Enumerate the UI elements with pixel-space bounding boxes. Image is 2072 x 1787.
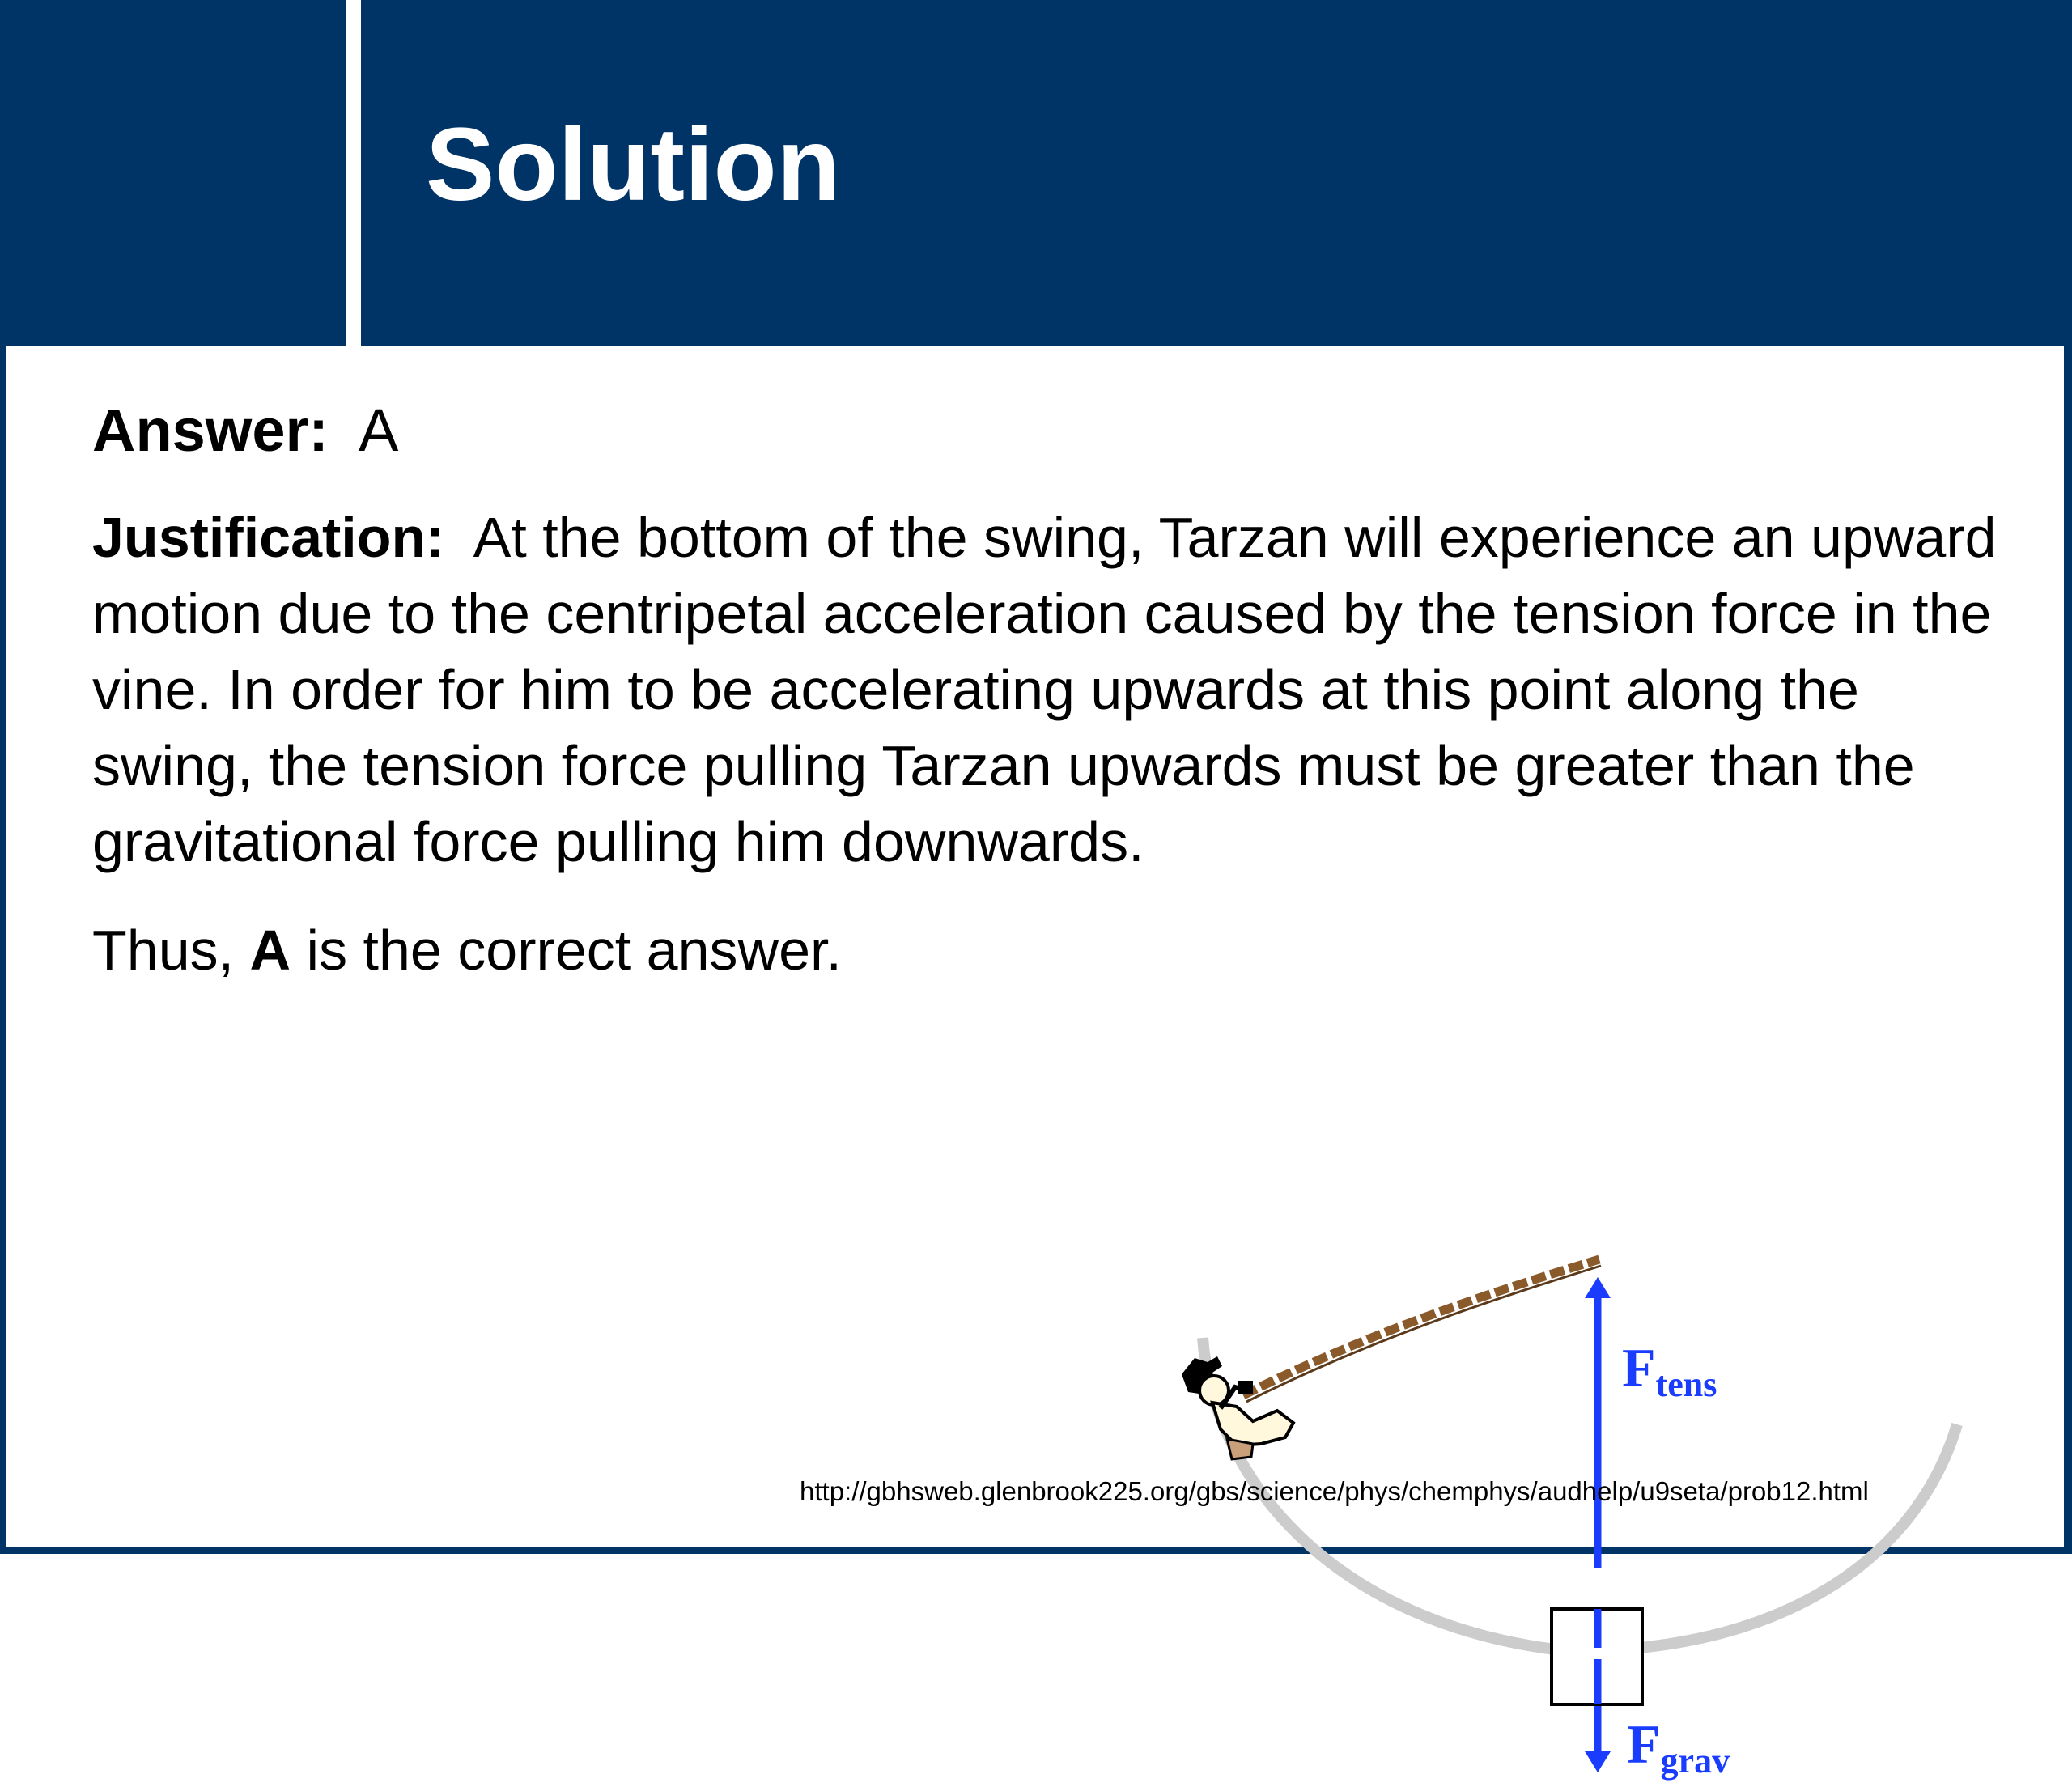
tarzan-figure-icon [1182, 1356, 1293, 1459]
conclusion-paragraph [92, 912, 2010, 988]
slide-title: Solution [426, 107, 840, 223]
conclusion-suffix: is the correct answer. [291, 918, 842, 982]
conclusion-answer: A [249, 918, 291, 982]
header-divider [346, 0, 361, 346]
answer-line [92, 395, 2010, 467]
gravity-label: Fgrav [1627, 1713, 1730, 1781]
tension-label: Ftens [1622, 1337, 1717, 1404]
gravity-arrowhead [1585, 1751, 1611, 1772]
justification-label: Justification: [92, 505, 445, 569]
justification-paragraph [92, 499, 2010, 880]
slide-header [0, 0, 2072, 346]
tension-arrowhead [1585, 1277, 1611, 1298]
vine-shadow [1246, 1266, 1601, 1402]
slide-content [6, 346, 2064, 1781]
text-block [92, 395, 2010, 988]
source-url: http://gbhsweb.glenbrook225.org/gbs/science/phys/chemphys/audhelp/u9seta/prob12.html [800, 1476, 1869, 1506]
tarzan-swing-diagram [1164, 1237, 1981, 1787]
answer-value: A [359, 397, 399, 464]
justification-text: At the bottom of the swing, Tarzan will experience an upward motion due to the centripetal acceleration caused by the tension force in the vine. In order for him to be accelerating upwards at this point along the swing, the tension force pulling Tarzan upwards must be greater than the gravitational force pulling him downwards. [92, 505, 1997, 873]
answer-label: Answer: [92, 397, 329, 464]
conclusion-prefix: Thus, [92, 918, 250, 982]
